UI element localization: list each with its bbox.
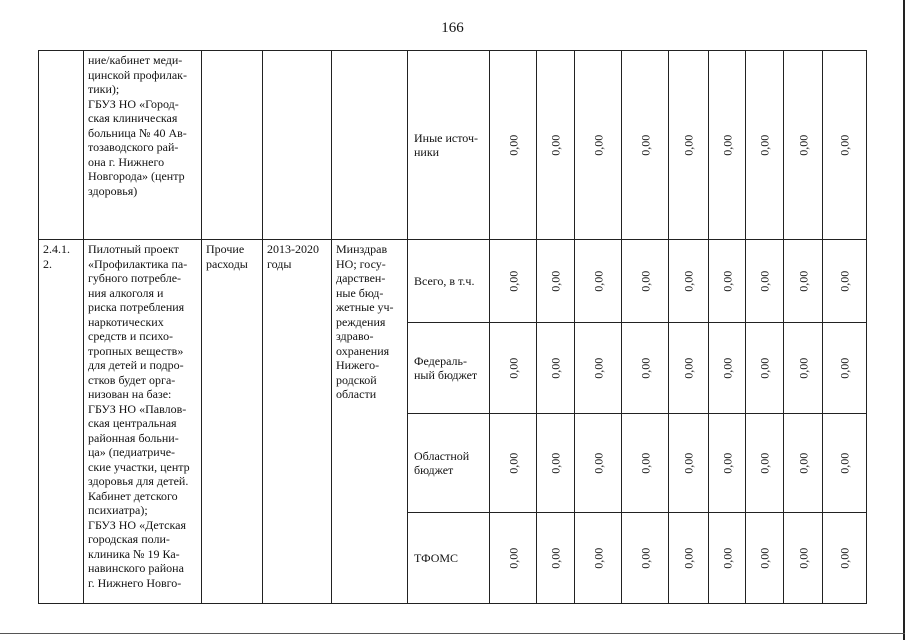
expense-type-cell: Прочие расходы [202, 240, 263, 604]
value-cell: 0,00 [709, 323, 746, 414]
value-cell: 0,00 [746, 513, 784, 604]
value-cell: 0,00 [746, 323, 784, 414]
value-cell: 0,00 [669, 51, 709, 240]
value-cell: 0,00 [490, 51, 537, 240]
source-cell: Всего, в т.ч. [408, 240, 490, 323]
executor-cell [332, 51, 408, 240]
description-cell: Пилотный проект «Профилактика па- губного потребле- ния алкоголя и риска потребления наркотических средств и психо- тропных веществ» для детей и подро- стков будет орга- низован на базе: ГБУЗ НО «Павлов- ская центральная районная больни- ца» (педиатриче- ские участки, центр здоровья для детей. Кабинет детского психиатра); ГБУЗ НО «Детская городская поли- клиника № 19 Ка- навинского района г. Нижнего Новго- [84, 240, 202, 604]
period-cell [263, 51, 332, 240]
value-cell: 0,00 [669, 414, 709, 513]
value-cell: 0,00 [709, 414, 746, 513]
source-cell: Иные источ- ники [408, 51, 490, 240]
value-cell: 0,00 [575, 240, 622, 323]
executor-cell: Минздрав НО; госу- дарствен- ные бюд- жетные уч- реждения здраво- охранения Нижего- родской области [332, 240, 408, 604]
value-cell: 0,00 [823, 323, 867, 414]
description-cell: ние/кабинет меди- цинской профилак- тики); ГБУЗ НО «Город- ская клиническая больница № 40 Ав- тозаводского рай- она г. Нижнего Новгорода» (центр здоровья) [84, 51, 202, 240]
value-cell: 0,00 [537, 51, 575, 240]
value-cell: 0,00 [490, 513, 537, 604]
value-cell: 0,00 [709, 51, 746, 240]
value-cell: 0,00 [669, 323, 709, 414]
value-cell: 0,00 [537, 414, 575, 513]
value-cell: 0,00 [622, 240, 669, 323]
value-cell: 0,00 [746, 414, 784, 513]
value-cell: 0,00 [622, 414, 669, 513]
value-cell: 0,00 [575, 323, 622, 414]
value-cell: 0,00 [784, 51, 823, 240]
value-cell: 0,00 [575, 414, 622, 513]
value-cell: 0,00 [784, 414, 823, 513]
value-cell: 0,00 [823, 414, 867, 513]
value-cell: 0,00 [622, 51, 669, 240]
value-cell: 0,00 [823, 51, 867, 240]
page-number: 166 [441, 20, 464, 36]
value-cell: 0,00 [622, 513, 669, 604]
value-cell: 0,00 [669, 513, 709, 604]
code-cell [39, 51, 84, 240]
table-row [39, 240, 867, 323]
period-cell: 2013-2020 годы [263, 240, 332, 604]
value-cell: 0,00 [823, 240, 867, 323]
value-cell: 0,00 [490, 414, 537, 513]
value-cell: 0,00 [669, 240, 709, 323]
value-cell: 0,00 [784, 323, 823, 414]
value-cell: 0,00 [746, 51, 784, 240]
value-cell: 0,00 [537, 323, 575, 414]
expense-type-cell [202, 51, 263, 240]
value-cell: 0,00 [784, 240, 823, 323]
value-cell: 0,00 [823, 513, 867, 604]
value-cell: 0,00 [575, 51, 622, 240]
value-cell: 0,00 [537, 513, 575, 604]
value-cell: 0,00 [709, 513, 746, 604]
value-cell: 0,00 [784, 513, 823, 604]
code-cell: 2.4.1. 2. [39, 240, 84, 604]
page-bottom-rule [0, 633, 905, 634]
value-cell: 0,00 [575, 513, 622, 604]
table-row [39, 51, 867, 240]
value-cell: 0,00 [490, 323, 537, 414]
source-cell: Областной бюджет [408, 414, 490, 513]
value-cell: 0,00 [490, 240, 537, 323]
value-cell: 0,00 [746, 240, 784, 323]
source-cell: ТФОМС [408, 513, 490, 604]
value-cell: 0,00 [537, 240, 575, 323]
source-cell: Федераль- ный бюджет [408, 323, 490, 414]
value-cell: 0,00 [622, 323, 669, 414]
budget-table [38, 50, 867, 604]
value-cell: 0,00 [709, 240, 746, 323]
